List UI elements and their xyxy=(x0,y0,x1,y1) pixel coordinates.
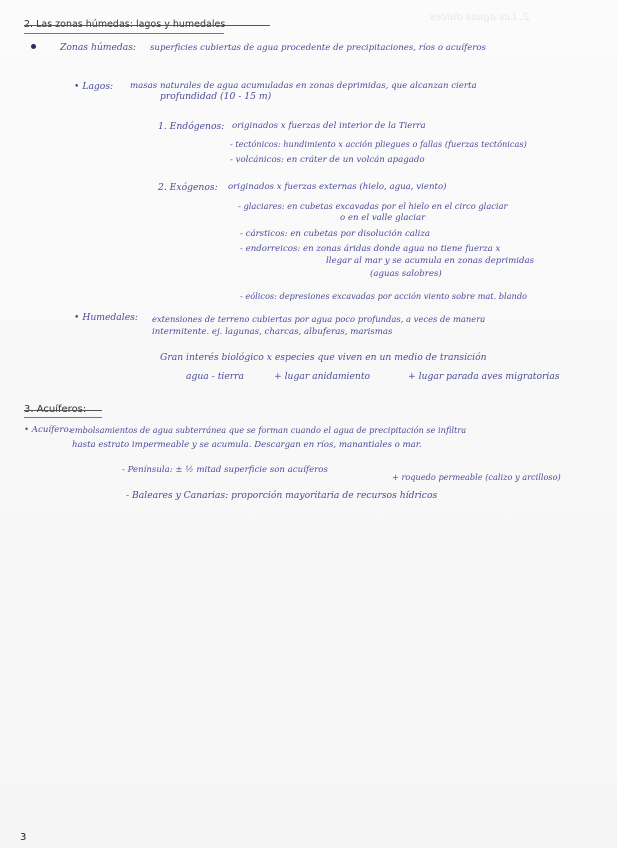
humedales-line-2: intermitente. ej. lagunas, charcas, albuferas, marismas xyxy=(152,327,393,337)
exogenos-item: (aguas salobres) xyxy=(370,269,442,279)
exogenos-item: - eólicos: depresiones excavadas por acción viento sobre mat. blando xyxy=(240,291,527,301)
exogenos-title: 2. Exógenos: xyxy=(158,182,218,193)
humedales-line-1: extensiones de terreno cubiertas por agua poco profundas, a veces de manera xyxy=(152,314,486,324)
acuifero-line-1: embolsamientos de agua subterránea que se forman cuando el agua de precipitación se infiltra xyxy=(70,425,467,435)
exogenos-item: - glaciares: en cubetas excavadas por el hielo en el circo glaciar xyxy=(238,201,508,211)
acuiferos-strike-line xyxy=(24,410,102,411)
endogenos-item: - tectónicos: hundimiento x acción pliegues o fallas (fuerzas tectónicas) xyxy=(230,139,527,149)
humedales-label: • Humedales: xyxy=(74,312,138,323)
acuiferos-underline xyxy=(24,417,102,418)
humedales-interest-4: + lugar parada aves migratorias xyxy=(408,371,560,382)
lagos-line-1: masas naturales de agua acumuladas en zonas deprimidas, que alcanzan cierta xyxy=(130,81,477,91)
endogenos-desc: originados x fuerzas del interior de la Tierra xyxy=(232,121,426,131)
bullet-dot xyxy=(31,44,36,49)
acuifero-item: + roquedo permeable (calizo y arcilloso) xyxy=(392,472,561,482)
endogenos-title: 1. Endógenos: xyxy=(158,121,225,132)
humedales-interest-2: agua - tierra xyxy=(186,371,245,382)
page-number: 3 xyxy=(20,832,27,843)
zonas-text: superficies cubiertas de agua procedente de precipitaciones, ríos o acuíferos xyxy=(150,43,486,53)
heading-strike-line xyxy=(24,25,270,26)
acuifero-label: • Acuífero: xyxy=(24,425,72,435)
exogenos-item: - cársticos: en cubetas por disolución caliza xyxy=(240,229,431,239)
humedales-interest-1: Gran interés biológico x especies que viven en un medio de transición xyxy=(160,352,487,363)
exogenos-item: - endorreicos: en zonas áridas donde agua no tiene fuerza x xyxy=(240,244,501,254)
acuifero-item: - Península: ± ½ mitad superficie son acuíferos xyxy=(122,465,328,475)
heading-underline xyxy=(24,33,224,34)
exogenos-desc: originados x fuerzas externas (hielo, agua, viento) xyxy=(228,182,447,192)
exogenos-item: o en el valle glaciar xyxy=(340,213,426,223)
exogenos-item: llegar al mar y se acumula en zonas deprimidas xyxy=(326,256,535,266)
lagos-label-text: Lagos: xyxy=(82,81,114,92)
acuifero-item: - Baleares y Canarias: proporción mayoritaria de recursos hídricos xyxy=(126,490,438,501)
acuifero-line-2: hasta estrato impermeable y se acumula. Descargan en ríos, manantiales o mar. xyxy=(72,440,422,450)
endogenos-item: - volcánicos: en cráter de un volcán apagado xyxy=(230,155,425,165)
humedales-interest-3: + lugar anidamiento xyxy=(274,371,371,382)
lagos-label: • Lagos: xyxy=(74,81,114,92)
bleed-through-title: 2. Las aguas dulces xyxy=(430,12,530,23)
lagos-line-2: profundidad (10 - 15 m) xyxy=(160,91,272,102)
zonas-label: Zonas húmedas: xyxy=(60,42,137,53)
